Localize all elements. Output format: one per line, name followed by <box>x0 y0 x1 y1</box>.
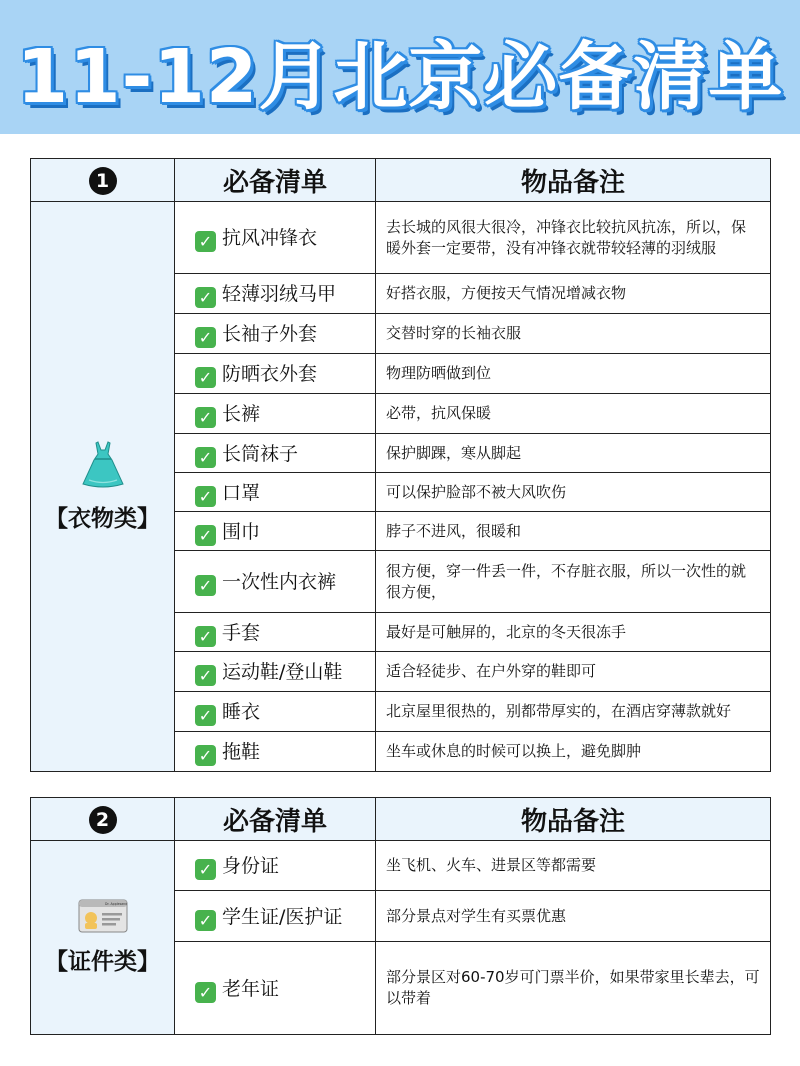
item-label: 学生证/医护证 <box>222 905 343 928</box>
item-cell <box>175 652 376 692</box>
item-label: 长袖子外套 <box>222 323 318 345</box>
documents-table <box>30 797 771 1035</box>
dress-icon <box>81 440 125 494</box>
checkmark-icon: ✓ <box>195 525 216 546</box>
note-cell: 可以保护脸部不被大风吹伤 <box>376 473 771 512</box>
item-label: 一次性内衣裤 <box>222 571 337 593</box>
section-number-cell <box>31 798 175 841</box>
checkmark-icon: ✓ <box>195 859 216 880</box>
item-label: 身份证 <box>222 855 280 877</box>
table-header-row <box>31 159 771 202</box>
note-cell: 物理防晒做到位 <box>376 354 771 394</box>
checkmark-icon: ✓ <box>195 407 216 428</box>
item-label: 手套 <box>222 621 261 644</box>
checkmark-icon: ✓ <box>195 626 216 647</box>
note-cell: 保护脚踝，寒从脚起 <box>376 434 771 473</box>
checkmark-icon: ✓ <box>195 705 216 726</box>
category-cell <box>31 202 175 772</box>
item-cell <box>175 613 376 652</box>
note-cell: 适合轻徒步、在户外穿的鞋即可 <box>376 652 771 692</box>
item-cell <box>175 692 376 732</box>
item-label: 拖鞋 <box>222 741 261 763</box>
checkmark-icon: ✓ <box>195 231 216 252</box>
note-cell: 交替时穿的长袖衣服 <box>376 314 771 354</box>
item-cell <box>175 202 376 274</box>
item-cell <box>175 732 376 772</box>
note-cell: 脖子不进风，很暖和 <box>376 512 771 551</box>
checkmark-icon: ✓ <box>195 447 216 468</box>
item-label: 围巾 <box>222 520 261 543</box>
id-card-icon <box>78 899 128 937</box>
id-card-text: Dr. Applesand <box>104 902 127 906</box>
title-banner <box>0 0 800 134</box>
item-label: 口罩 <box>222 481 261 504</box>
item-label: 长裤 <box>222 403 261 425</box>
column-header-note: 物品备注 <box>376 159 771 202</box>
note-cell: 好搭衣服，方便按天气情况增减衣物 <box>376 274 771 314</box>
item-cell <box>175 473 376 512</box>
checkmark-icon: ✓ <box>195 327 216 348</box>
item-cell <box>175 942 376 1035</box>
note-cell: 最好是可触屏的，北京的冬天很冻手 <box>376 613 771 652</box>
item-label: 防晒衣外套 <box>222 363 318 385</box>
checkmark-icon: ✓ <box>195 982 216 1003</box>
item-cell <box>175 354 376 394</box>
section-number: 1 <box>89 167 117 195</box>
section-number: 2 <box>89 806 117 834</box>
section-number-cell <box>31 159 175 202</box>
table-row <box>31 202 771 274</box>
column-header-list: 必备清单 <box>175 159 376 202</box>
item-cell <box>175 394 376 434</box>
checkmark-icon: ✓ <box>195 910 216 931</box>
page-title: 11-12月北京必备清单 <box>16 34 784 120</box>
note-cell: 坐车或休息的时候可以换上，避免脚肿 <box>376 732 771 772</box>
note-cell: 北京屋里很热的，别都带厚实的，在酒店穿薄款就好 <box>376 692 771 732</box>
note-cell: 去长城的风很大很冷，冲锋衣比较抗风抗冻，所以，保暖外套一定要带，没有冲锋衣就带较轻薄的羽绒服 <box>376 202 771 274</box>
item-cell <box>175 841 376 891</box>
table-row <box>31 841 771 891</box>
item-cell <box>175 891 376 942</box>
item-cell <box>175 314 376 354</box>
checkmark-icon: ✓ <box>195 575 216 596</box>
checkmark-icon: ✓ <box>195 287 216 308</box>
note-cell: 坐飞机、火车、进景区等都需要 <box>376 841 771 891</box>
category-cell <box>31 841 175 1035</box>
item-cell <box>175 274 376 314</box>
item-cell <box>175 551 376 613</box>
item-label: 运动鞋/登山鞋 <box>222 661 343 683</box>
category-label: 【衣物类】 <box>45 506 160 532</box>
item-label: 轻薄羽绒马甲 <box>222 283 337 305</box>
column-header-list: 必备清单 <box>175 798 376 841</box>
checkmark-icon: ✓ <box>195 486 216 507</box>
checkmark-icon: ✓ <box>195 745 216 766</box>
note-cell: 部分景点对学生有买票优惠 <box>376 891 771 942</box>
checkmark-icon: ✓ <box>195 665 216 686</box>
note-cell: 部分景区对60-70岁可门票半价，如果带家里长辈去，可以带着 <box>376 942 771 1035</box>
item-label: 老年证 <box>222 977 280 1000</box>
category-label: 【证件类】 <box>45 949 160 975</box>
note-cell: 很方便，穿一件丢一件，不存脏衣服，所以一次性的就很方便， <box>376 551 771 613</box>
clothing-table <box>30 158 771 772</box>
item-cell <box>175 434 376 473</box>
column-header-note: 物品备注 <box>376 798 771 841</box>
note-cell: 必带，抗风保暖 <box>376 394 771 434</box>
item-label: 抗风冲锋衣 <box>222 227 318 249</box>
checkmark-icon: ✓ <box>195 367 216 388</box>
item-label: 长筒袜子 <box>222 442 299 465</box>
item-cell <box>175 512 376 551</box>
table-header-row <box>31 798 771 841</box>
item-label: 睡衣 <box>222 701 261 723</box>
